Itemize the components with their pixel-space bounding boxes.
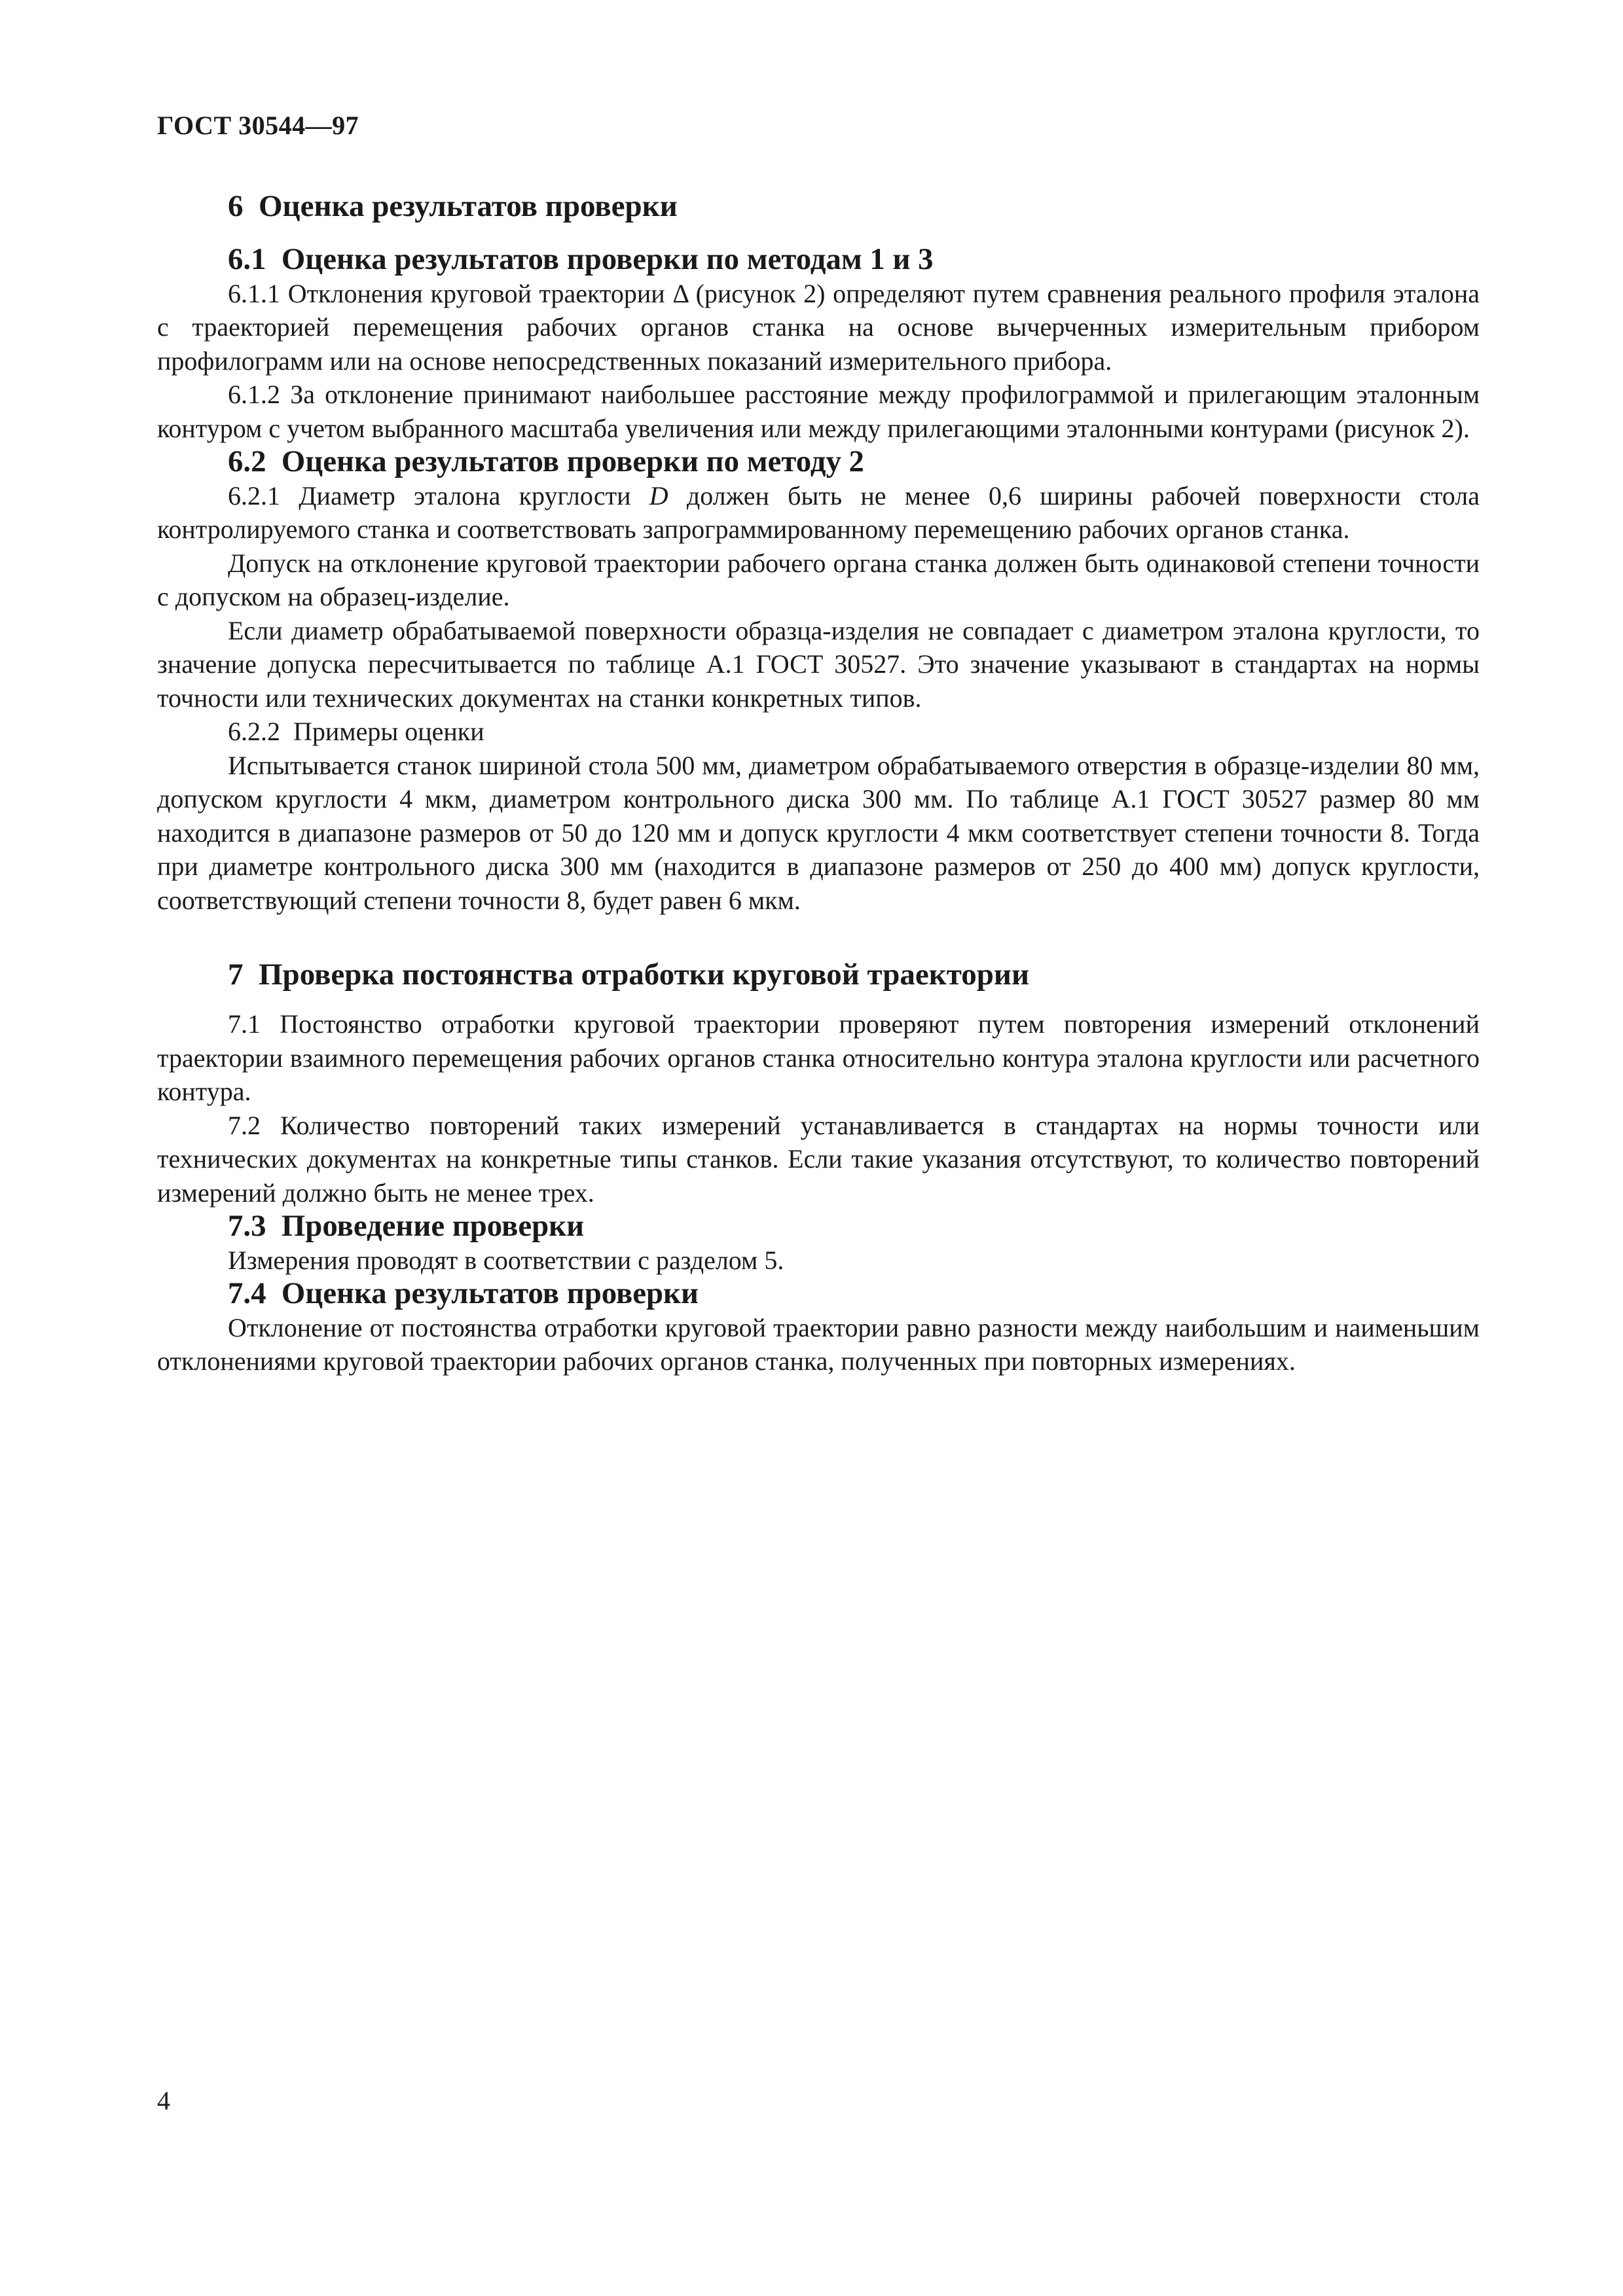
diameter-variable: D (649, 480, 668, 511)
section-7-heading: 7 Проверка постоянства отработки круговой траектории (228, 958, 1030, 992)
subsection-7-3-heading: 7.3 Проведение проверки (228, 1209, 585, 1243)
subsection-7-4-heading: 7.4 Оценка результатов проверки (228, 1276, 699, 1310)
page-number: 4 (157, 2086, 170, 2115)
subsection-6-1-heading: 6.1 Оценка результатов проверки по методам 1 и 3 (228, 242, 934, 276)
paragraph-6-1-2: 6.1.2 За отклонение принимают наибольшее расстояние между профилограммой и прилегающим эталонным контуром с учетом выбранного масштаба увеличения или между прилегающими эталонными контурами (рисунок 2). (157, 380, 1480, 443)
paragraph-6-2-1-lead: 6.2.1 Диаметр эталона круглости (228, 480, 649, 511)
paragraph-6-1-1: 6.1.1 Отклонения круговой траектории Δ (рисунок 2) определяют путем сравнения реального профиля эталона с траекторией перемещения рабочих органов станка на основе вычерченных измерительным прибором профилограмм или на основе непосредственных показаний измерительного прибора. (157, 278, 1480, 376)
paragraph-6-2-1-rest: должен быть не менее 0,6 ширины рабочей поверхности стола контролируемого станка и соответствовать запрограммированному перемещению рабочих органов станка. (157, 480, 1480, 544)
paragraph-tolerance: Допуск на отклонение круговой траектории рабочего органа станка должен быть одинаковой степени точности с допуском на образец-изделие. (157, 548, 1480, 611)
paragraph-7-3: Измерения проводят в соответствии с разделом 5. (228, 1245, 784, 1275)
paragraph-6-2-2-title: 6.2.2 Примеры оценки (228, 717, 484, 746)
subsection-6-2-heading: 6.2 Оценка результатов проверки по методу 2 (228, 444, 864, 478)
paragraph-7-4: Отклонение от постоянства отработки круговой траектории равно разности между наибольшим и наименьшим отклонениями круговой траектории рабочих органов станка, полученных при повторных измерениях. (157, 1312, 1480, 1376)
paragraph-7-1: 7.1 Постоянство отработки круговой траектории проверяют путем повторения измерений отклонений траектории взаимного перемещения рабочих органов станка относительно контура эталона круглости или расчетного контура. (157, 1009, 1480, 1106)
paragraph-diameter-mismatch: Если диаметр обрабатываемой поверхности образца-изделия не совпадает с диаметром эталона круглости, то значение допуска пересчитывается по таблице А.1 ГОСТ 30527. Это значение указывают в стандартах на нормы точности или технических документах на станки конкретных типов. (157, 615, 1480, 713)
section-6-heading: 6 Оценка результатов проверки (228, 189, 678, 223)
page-content (157, 187, 1480, 1378)
paragraph-7-2: 7.2 Количество повторений таких измерений устанавливается в стандартах на нормы точности или технических документах на конкретные типы станков. Если такие указания отсутствуют, то количество повторений измерений должно быть не менее трех. (157, 1110, 1480, 1208)
paragraph-6-2-2-example: Испытывается станок шириной стола 500 мм, диаметром обрабатываемого отверстия в образце-изделии 80 мм, допуском круглости 4 мкм, диаметром контрольного диска 300 мм. По таблице А.1 ГОСТ 30527 размер 80 мм находится в диапазоне размеров от 50 до 120 мм и допуск круглости 4 мкм соответствует степени точности 8. Тогда при диаметре контрольного диска 300 мм (находится в диапазоне размеров от 250 до 400 мм) допуск круглости, соответствующий степени точности 8, будет равен 6 мкм. (157, 750, 1480, 915)
paragraph-6-2-1 (157, 479, 1480, 547)
document-id-header: ГОСТ 30544—97 (157, 111, 359, 140)
